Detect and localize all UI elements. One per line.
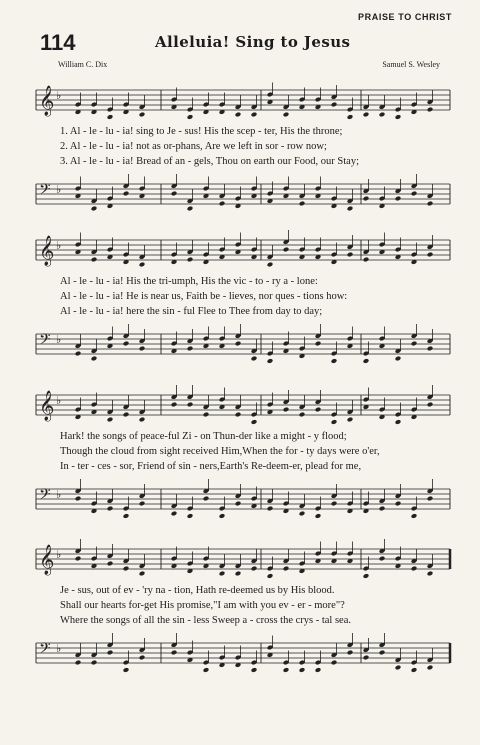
- composer-credit: Samuel S. Wesley: [382, 60, 440, 69]
- section-title: PRAISE TO CHRIST: [358, 12, 452, 22]
- svg-text:♭: ♭: [56, 642, 62, 655]
- bass-staff: [36, 172, 450, 216]
- hymn-header: [0, 0, 480, 70]
- lyric-line-verse-1: Al - le - lu - ia! His the tri-umph, His the vic - to - ry a - lone:: [60, 276, 318, 287]
- staff-notation: [36, 228, 450, 272]
- lyric-line-verse-3: Al - le - lu - ia! here the sin - ful Flee to Thee from day to day;: [60, 306, 323, 317]
- staff-notation: [36, 78, 450, 122]
- svg-text:𝄢: 𝄢: [39, 181, 51, 202]
- svg-text:♭: ♭: [56, 394, 62, 407]
- svg-text:𝄢: 𝄢: [39, 640, 51, 661]
- hymn-number: 114: [40, 30, 76, 55]
- svg-text:𝄞: 𝄞: [39, 236, 55, 266]
- lyric-line-verse-2: Shall our hearts for-get His promise,"I am with you ev - er - more"?: [60, 600, 345, 611]
- lyric-line-verse-3: 3. Al - le - lu - ia! Bread of an - gels, Thou on earth our Food, our Stay;: [60, 156, 359, 167]
- treble-staff: [36, 383, 450, 427]
- treble-staff: [36, 228, 450, 272]
- lyric-line-verse-3: In - ter - ces - sor, Friend of sin - ners,Earth's Re-deem-er, plead for me,: [60, 461, 362, 472]
- bass-staff: [36, 477, 450, 521]
- treble-staff: [36, 78, 450, 122]
- hymn-title: Alleluia! Sing to Jesus: [155, 33, 351, 51]
- lyric-line-verse-1: 1. Al - le - lu - ia! sing to Je - sus! His the scep - ter, His the throne;: [60, 126, 343, 137]
- svg-text:𝄞: 𝄞: [39, 86, 55, 116]
- lyric-line-verse-2: Though the cloud from sight received Him,When the for - ty days were o'er,: [60, 446, 380, 457]
- staff-notation: [36, 631, 450, 675]
- lyrics-block: [60, 583, 450, 628]
- lyrics-block: [60, 429, 450, 474]
- svg-text:𝄞: 𝄞: [39, 391, 55, 421]
- svg-text:♭: ♭: [56, 183, 62, 196]
- author-credit: William C. Dix: [58, 60, 108, 69]
- staff-notation: [36, 383, 450, 427]
- staff-notation: [36, 172, 450, 216]
- treble-staff: [36, 537, 450, 581]
- lyrics-block: [60, 274, 450, 319]
- lyrics-block: [60, 124, 450, 169]
- staff-notation: [36, 477, 450, 521]
- svg-text:𝄢: 𝄢: [39, 486, 51, 507]
- svg-text:♭: ♭: [56, 89, 62, 102]
- bass-staff: [36, 322, 450, 366]
- svg-text:♭: ♭: [56, 333, 62, 346]
- svg-text:♭: ♭: [56, 239, 62, 252]
- svg-text:𝄞: 𝄞: [39, 545, 55, 575]
- lyric-line-verse-2: 2. Al - le - lu - ia! not as or-phans, Are we left in sor - row now;: [60, 141, 327, 152]
- bass-staff: [36, 631, 450, 675]
- staff-notation: [36, 322, 450, 366]
- svg-text:𝄢: 𝄢: [39, 331, 51, 352]
- lyric-line-verse-3: Where the songs of all the sin - less Sweep a - cross the crys - tal sea.: [60, 615, 351, 626]
- svg-text:♭: ♭: [56, 488, 62, 501]
- lyric-line-verse-1: Je - sus, out of ev - 'ry na - tion, Hath re-deemed us by His blood.: [60, 585, 335, 596]
- lyric-line-verse-2: Al - le - lu - ia! He is near us, Faith be - lieves, nor ques - tions how:: [60, 291, 348, 302]
- lyric-line-verse-1: Hark! the songs of peace-ful Zi - on Thun-der like a might - y flood;: [60, 431, 347, 442]
- svg-text:♭: ♭: [56, 548, 62, 561]
- staff-notation: [36, 537, 450, 581]
